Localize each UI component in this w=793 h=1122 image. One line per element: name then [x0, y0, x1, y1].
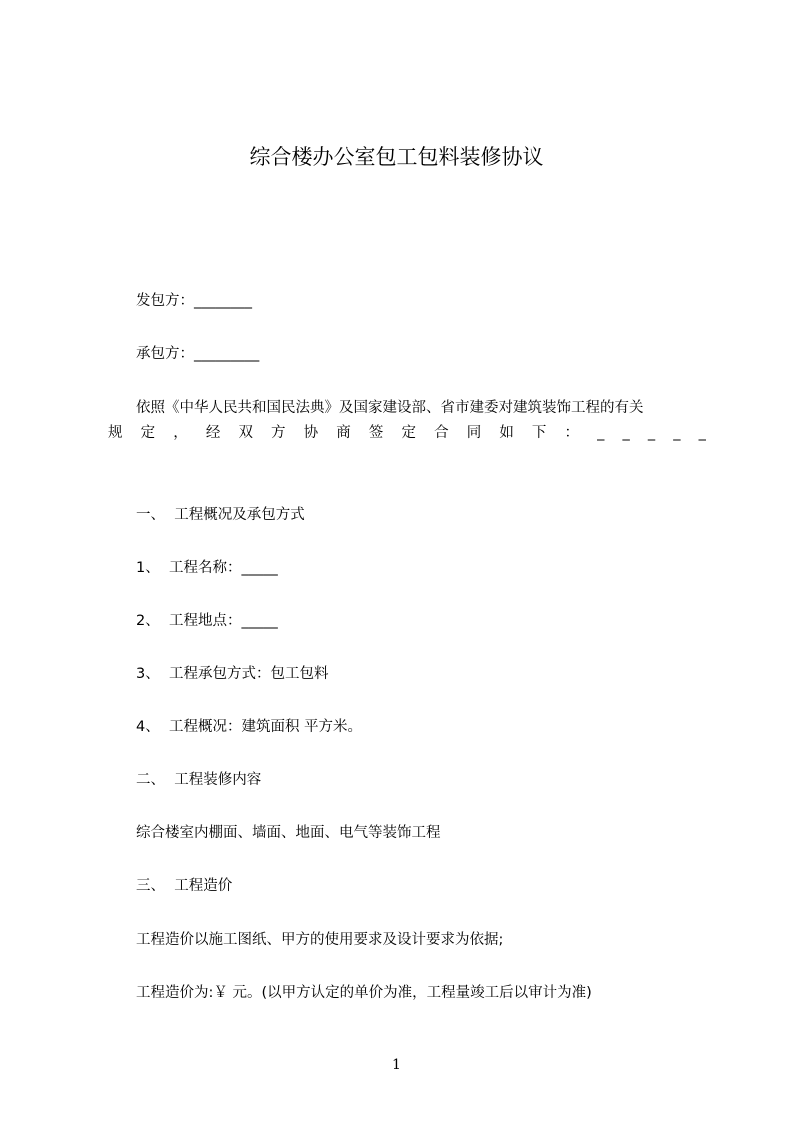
preamble-line-2-char: 定 [140, 425, 156, 441]
preamble-line-2-char: 规 [108, 425, 123, 441]
preamble-line-2-char: _ [673, 425, 681, 441]
section-1-item-1: 1、 工程名称：_____ [136, 560, 278, 576]
preamble-line-2-char: 双 [238, 425, 253, 441]
preamble-line-2-char: _ [698, 425, 706, 441]
section-1-heading: 一、 工程概况及承包方式 [136, 507, 305, 523]
document-title: 综合楼办公室包工包料装修协议 [249, 145, 544, 169]
section-3-basis: 工程造价以施工图纸、甲方的使用要求及设计要求为依据; [136, 932, 504, 948]
preamble-line-2-char: 定 [401, 425, 416, 441]
preamble-line-2-char: 同 [466, 425, 482, 441]
preamble-line-2-char: ： [564, 425, 580, 441]
preamble-line-2 [108, 424, 706, 442]
section-3-price: 工程造价为:￥ 元。(以甲方认定的单价为准，工程量竣工后以审计为准) [136, 985, 592, 1001]
preamble-line-2-char: 下 [531, 425, 547, 441]
section-1-item-2: 2、 工程地点：_____ [136, 613, 278, 629]
preamble-line-2-char: 如 [499, 425, 514, 441]
contractor-line: 承包方：_________ [136, 346, 260, 362]
preamble-line-2-char: 签 [368, 425, 384, 441]
preamble-line-2-char: _ [597, 425, 605, 441]
section-1-item-4: 4、 工程概况：建筑面积 平方米。 [136, 719, 363, 735]
preamble-line-2-char: 方 [271, 425, 286, 441]
section-1-item-3: 3、 工程承包方式：包工包料 [136, 666, 329, 682]
section-2-content: 综合楼室内棚面、墙面、地面、电气等装饰工程 [136, 825, 441, 841]
preamble-line-2-char: _ [622, 425, 630, 441]
section-2-heading: 二、 工程装修内容 [136, 772, 262, 788]
preamble-line-2-char: _ [647, 425, 656, 441]
preamble-line-2-char: 经 [205, 425, 221, 441]
preamble-line-2-char: 合 [434, 425, 449, 441]
employer-line: 发包方：________ [136, 293, 252, 309]
preamble-line-1: 依照《中华人民共和国民法典》及国家建设部、省市建委对建筑装饰工程的有关 [136, 400, 644, 416]
preamble-line-2-char: 协 [303, 425, 319, 441]
page-number: 1 [392, 1057, 401, 1073]
preamble-line-2-char: ， [173, 425, 188, 441]
section-3-heading: 三、 工程造价 [136, 878, 233, 894]
preamble-line-2-char: 商 [336, 425, 351, 441]
